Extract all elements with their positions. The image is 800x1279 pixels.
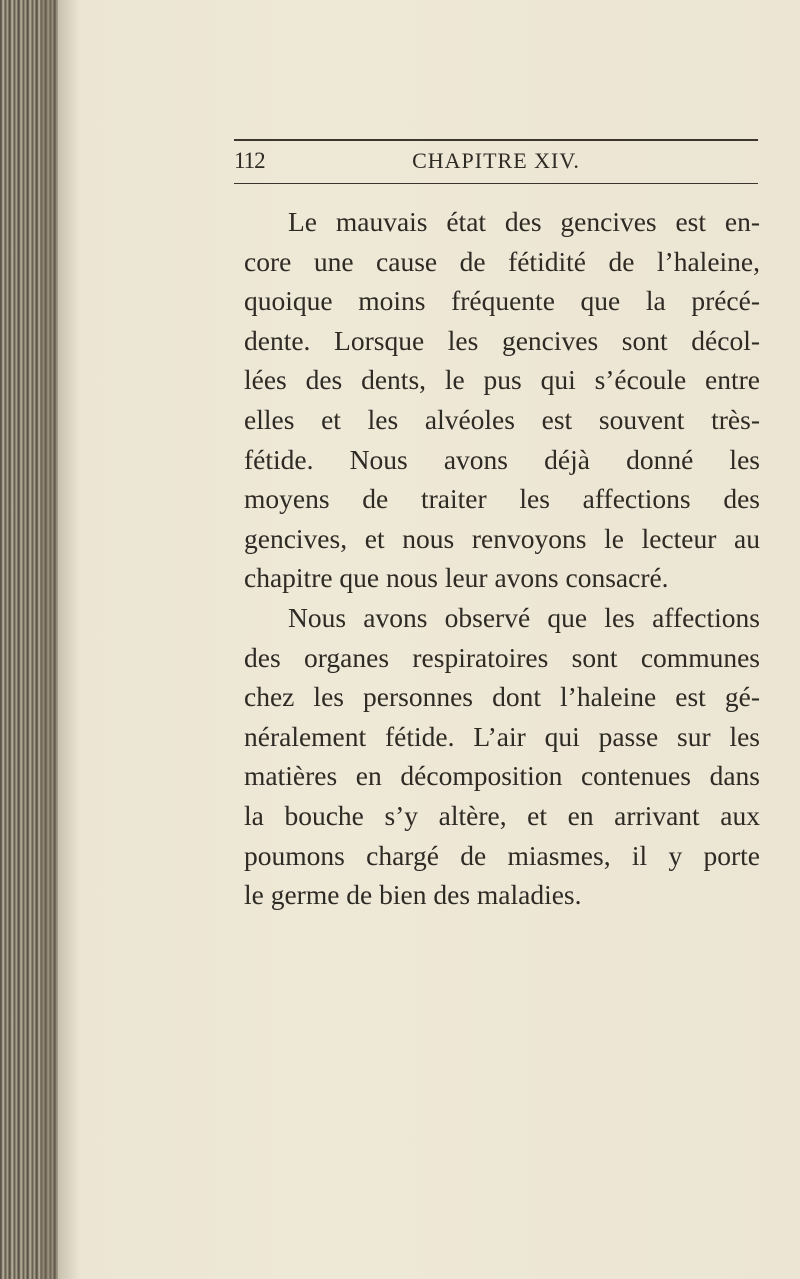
header-rule-top (234, 139, 758, 141)
text-line: chez les personnes dont l’haleine est gé- (244, 681, 760, 713)
running-head: CHAPITRE XIV. (412, 148, 580, 173)
text-line: chapitre que nous leur avons consacré. (244, 562, 669, 594)
text-line: Le mauvais état des gencives est en- (288, 206, 760, 237)
text-line: lées des dents, le pus qui s’écoule entre (244, 364, 760, 396)
binding-shadow (40, 0, 80, 1279)
text-line: matières en décomposition contenues dans (244, 760, 760, 792)
text-line: moyens de traiter les affections des (244, 483, 760, 515)
text-line: dente. Lorsque les gencives sont décol- (244, 324, 760, 356)
text-line: gencives, et nous renvoyons le lecteur au (244, 522, 760, 554)
body-text (244, 202, 760, 915)
text-line: poumons chargé de miasmes, il y porte (244, 839, 760, 871)
text-line: le germe de bien des maladies. (244, 879, 582, 911)
text-line: fétide. Nous avons déjà donné les (244, 443, 760, 475)
text-line: quoique moins fréquente que la précé- (244, 285, 760, 317)
text-line: néralement fétide. L’air qui passe sur les (244, 720, 760, 752)
page-header (234, 148, 758, 188)
text-line: Nous avons observé que les affections (288, 601, 760, 633)
text-line: des organes respiratoires sont communes (244, 641, 760, 673)
header-rule-bottom (234, 183, 758, 184)
text-line: la bouche s’y altère, et en arrivant aux (244, 799, 760, 831)
page-number: 112 (234, 148, 265, 173)
text-line: elles et les alvéoles est souvent très- (244, 403, 760, 435)
text-line: core une cause de fétidité de l’haleine, (244, 245, 760, 277)
